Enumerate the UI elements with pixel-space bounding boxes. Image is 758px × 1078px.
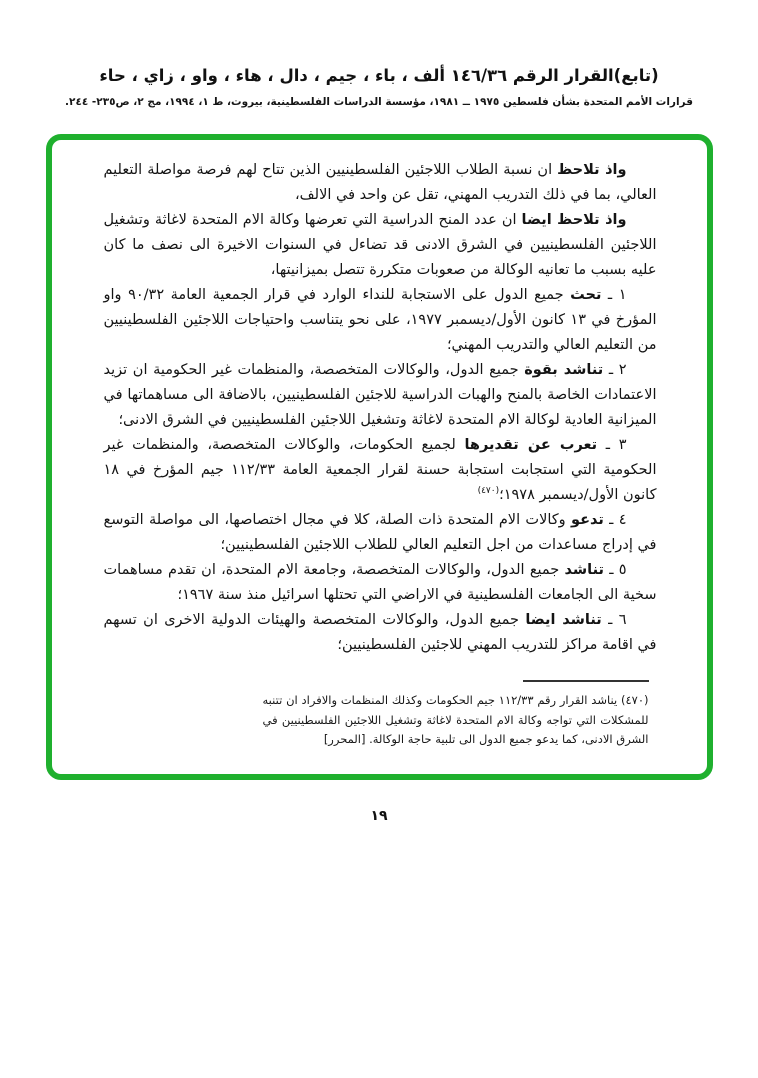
page-header bbox=[0, 0, 758, 108]
preamble-paragraph-2 bbox=[104, 208, 657, 283]
paragraph-number: ٢ ـ bbox=[603, 362, 627, 378]
paragraph-lead: واذ تلاحظ bbox=[557, 162, 627, 178]
paragraph-lead: تناشد ايضا bbox=[525, 612, 602, 628]
resolution-title: (تابع)القرار الرقم ١٤٦/٣٦ ألف ، باء ، جيم ، دال ، هاء ، واو ، زاي ، حاء bbox=[99, 66, 659, 85]
footnote-reference-470: (٤٧٠) bbox=[477, 486, 500, 496]
paragraph-text: ان نسبة الطلاب اللاجئين الفلسطينيين الذين تتاح لهم فرصة مواصلة التعليم العالي، بما في ذلك التدريب المهني، تقل عن واحد في الالف، bbox=[103, 162, 657, 203]
paragraph-lead: تناشد bbox=[564, 562, 604, 578]
source-citation: قرارات الأمم المتحدة بشأن فلسطين ١٩٧٥ ــ ١٩٨١، مؤسسة الدراسات الفلسطينية، بيروت، ط ١، ١٩٩٤، مج ٢، ص٢٣٥- ٢٤٤. bbox=[65, 96, 693, 108]
operative-paragraph-2 bbox=[104, 358, 657, 433]
paragraph-lead: تحث bbox=[570, 287, 602, 303]
operative-paragraph-5 bbox=[104, 558, 657, 608]
operative-paragraph-1 bbox=[104, 283, 657, 358]
operative-paragraph-4 bbox=[104, 508, 657, 558]
preamble-paragraph-1 bbox=[104, 158, 657, 208]
paragraph-text: جميع الدول، والوكالات المتخصصة والهيئات الدولية الاخرى ان تسهم في اقامة مراكز للتدريب المهني للاجئين الفلسطينيين؛ bbox=[103, 612, 657, 653]
paragraph-text: لجميع الحكومات، والوكالات المتخصصة، والمنظمات غير الحكومية التي استجابت استجابة حسنة لقرار الجمعية العامة ١١٢/٣٣ جيم المؤرخ في ١٨ كانون الأول/ديسمبر ١٩٧٨؛ bbox=[103, 437, 657, 503]
paragraph-number: ٥ ـ bbox=[603, 562, 627, 578]
paragraph-number: ٣ ـ bbox=[597, 437, 627, 453]
paragraph-text: وكالات الام المتحدة ذات الصلة، كلا في مجال اختصاصها، الى مواصلة التوسع في إدراج مساعدات من اجل التعليم العالي للطلاب اللاجئين الفلسطينيين؛ bbox=[103, 512, 657, 553]
paragraph-text: جميع الدول، والوكالات المتخصصة، والمنظمات غير الحكومية ان تزيد الاعتمادات الخاصة بالمنح والهبات الدراسية للاجئين الفلسطينيين، بالاضافة الى مساهماتها في الميزانية العادية لوكالة الام المتحدة لاغاثة وتشغيل اللاجئين الفلسطينيين في الشرق الادنى؛ bbox=[103, 362, 657, 428]
page-number: ١٩ bbox=[370, 807, 388, 824]
paragraph-number: ٤ ـ bbox=[603, 512, 627, 528]
paragraph-number: ٦ ـ bbox=[601, 612, 627, 628]
paragraph-lead: واذ تلاحظ ايضا bbox=[521, 212, 627, 228]
paragraph-text: جميع الدول، والوكالات المتخصصة، وجامعة الام المتحدة، ان تقدم مساهمات سخية الى الجامعات الفلسطينية في الاراضي التي تحتلها اسرائيل منذ سنة ١٩٦٧؛ bbox=[103, 562, 657, 603]
footnote-470-text: (٤٧٠) يناشد القرار رقم ١١٢/٣٣ جيم الحكومات وكذلك المنظمات والافراد ان تتنبه للمشكلات التي تواجه وكالة الام المتحدة لاغاثة وتشغيل اللاجئين الفلسطينيين في الشرق الادنى، كما يدعو جميع الدول الى تلبية حاجة الوكالة. [المحرر] bbox=[262, 693, 649, 746]
paragraph-lead: تناشد بقوة bbox=[524, 362, 604, 378]
paragraph-lead: تدعو bbox=[570, 512, 604, 528]
paragraph-text: جميع الدول على الاستجابة للنداء الوارد في قرار الجمعية العامة ٩٠/٣٢ واو المؤرخ في ١٣ كانون الأول/ديسمبر ١٩٧٧، على نحو يتناسب واحتياجات اللاجئين الفلسطينيين من التعليم العالي والتدريب المهني؛ bbox=[103, 287, 657, 353]
paragraph-text: ان عدد المنح الدراسية التي تعرضها وكالة الام المتحدة لاغاثة وتشغيل اللاجئين الفلسطينيين في الشرق الادنى قد تضاءل في السنوات الاخيرة الى نصف ما كان عليه بسبب ما تعانيه الوكالة من صعوبات متكررة تتصل بميزانيتها، bbox=[103, 212, 657, 278]
operative-paragraph-3 bbox=[104, 433, 657, 508]
resolution-text-box bbox=[46, 134, 713, 780]
paragraph-lead: تعرب عن تقديرها bbox=[464, 437, 598, 453]
footnote-block bbox=[263, 680, 649, 750]
paragraph-number: ١ ـ bbox=[601, 287, 627, 303]
footnote-divider-line bbox=[523, 680, 649, 682]
operative-paragraph-6 bbox=[104, 608, 657, 658]
